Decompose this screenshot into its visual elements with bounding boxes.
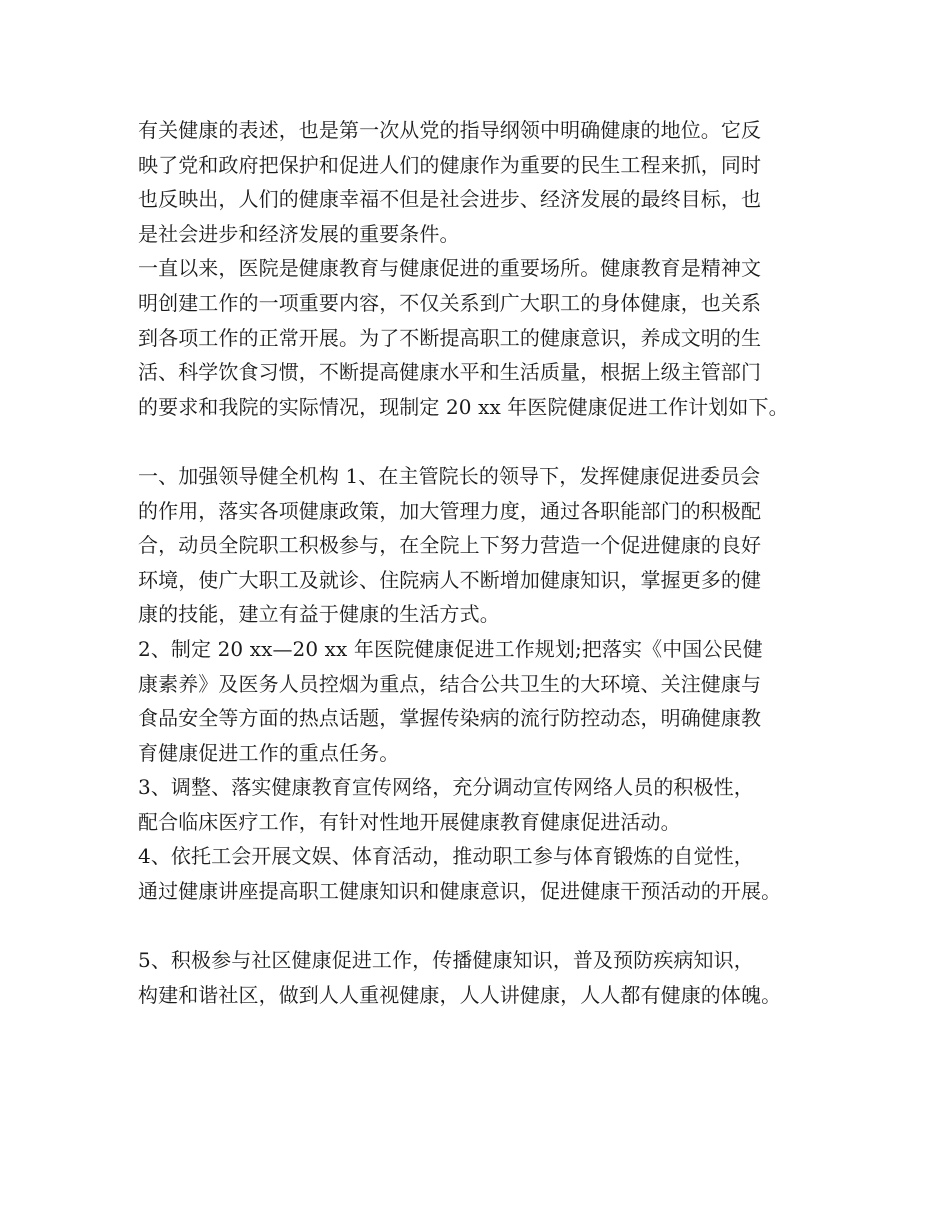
paragraph-spacer: [138, 909, 838, 944]
text-line: 5、积极参与社区健康促进工作，传播健康知识，普及预防疾病知识，: [138, 948, 754, 973]
text-line: 到各项工作的正常开展。为了不断提高职工的健康意识，养成文明的生: [138, 325, 762, 350]
paragraph-spacer: [138, 424, 838, 459]
text-line: 有关健康的表述，也是第一次从党的指导纲领中明确健康的地位。它反: [138, 118, 762, 142]
paragraph-item-five: [138, 943, 838, 1012]
text-line: 映了党和政府把保护和促进人们的健康作为重要的民生工程来抓，同时: [138, 152, 762, 177]
text-line: 育健康促进工作的重点任务。: [138, 740, 400, 765]
text-line: 3、调整、落实健康教育宣传网络，充分调动宣传网络人员的积极性，: [138, 775, 754, 800]
paragraph-item-four: [138, 839, 838, 908]
paragraph-item-three: [138, 770, 838, 839]
paragraph-section-one: [138, 459, 838, 632]
text-line: 通过健康讲座提高职工健康知识和健康意识，促进健康干预活动的开展。: [138, 879, 782, 904]
text-line: 是社会进步和经济发展的重要条件。: [138, 221, 460, 246]
text-line: 明创建工作的一项重要内容，不仅关系到广大职工的身体健康，也关系: [138, 290, 762, 315]
text-line: 构建和谐社区，做到人人重视健康，人人讲健康，人人都有健康的体魄。: [138, 982, 782, 1007]
text-line: 合，动员全院职工积极参与，在全院上下努力营造一个促进健康的良好: [138, 533, 762, 558]
text-line: 活、科学饮食习惯，不断提高健康水平和生活质量，根据上级主管部门: [138, 360, 762, 385]
paragraph-hospital-intro: [138, 251, 838, 424]
text-line: 配合临床医疗工作，有针对性地开展健康教育健康促进活动。: [138, 809, 681, 834]
text-line: 2、制定 20 xx—20 xx 年医院健康促进工作规划;把落实《中国公民健: [138, 636, 763, 661]
text-line: 一直以来，医院是健康教育与健康促进的重要场所。健康教育是精神文: [138, 256, 762, 281]
text-line: 康素养》及医务人员控烟为重点，结合公共卫生的大环境、关注健康与: [138, 671, 762, 696]
text-line: 也反映出，人们的健康幸福不但是社会进步、经济发展的最终目标，也: [138, 187, 762, 212]
text-line: 的作用，落实各项健康政策，加大管理力度，通过各职能部门的积极配: [138, 498, 762, 523]
text-line: 的要求和我院的实际情况，现制定 20 xx 年医院健康促进工作计划如下。: [138, 394, 789, 419]
document-body: [138, 113, 838, 1012]
paragraph-health-statement: [138, 113, 838, 251]
text-line: 食品安全等方面的热点话题，掌握传染病的流行防控动态，明确健康教: [138, 706, 762, 731]
text-line: 环境，使广大职工及就诊、住院病人不断增加健康知识，掌握更多的健: [138, 567, 762, 592]
text-line: 康的技能，建立有益于健康的生活方式。: [138, 602, 500, 627]
paragraph-item-two: [138, 632, 838, 770]
text-line: 一、加强领导健全机构 1、在主管院长的领导下，发挥健康促进委员会: [138, 463, 761, 488]
text-line: 4、依托工会开展文娱、体育活动，推动职工参与体育锻炼的自觉性，: [138, 844, 754, 869]
